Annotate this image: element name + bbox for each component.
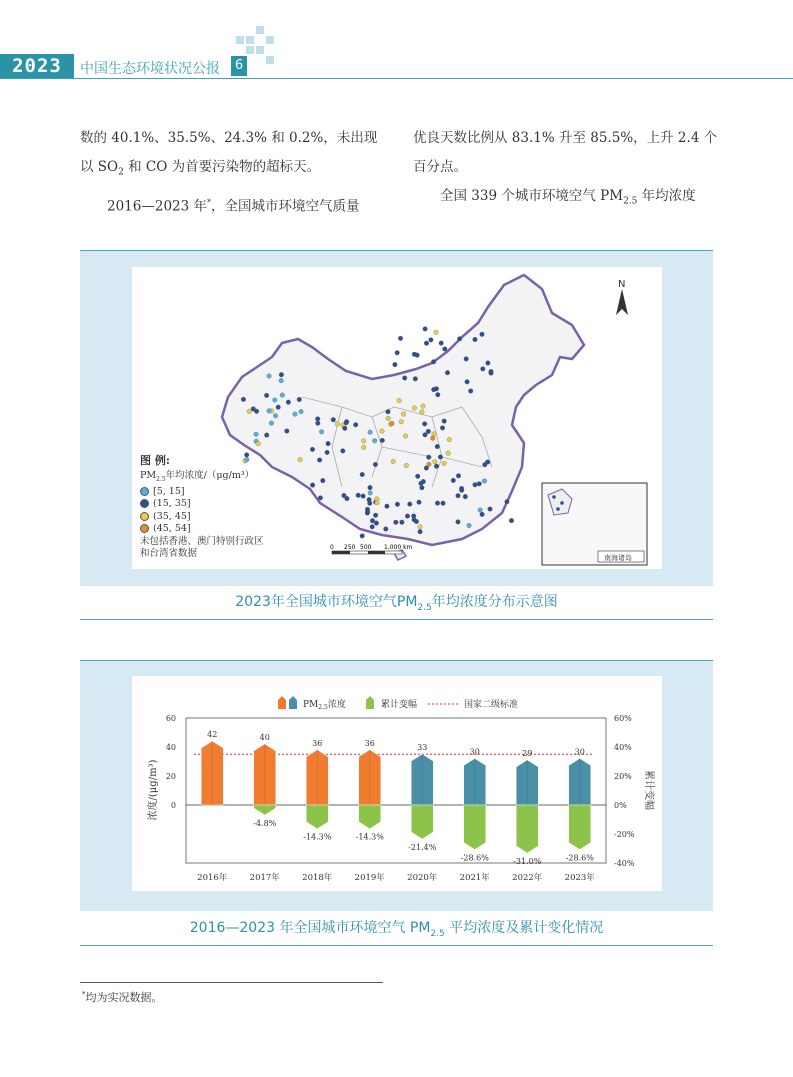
city-dot — [356, 493, 361, 498]
svg-text:0: 0 — [330, 544, 334, 551]
city-dot — [456, 474, 461, 479]
city-dot — [445, 370, 450, 375]
city-dot — [473, 337, 478, 342]
city-dot — [436, 392, 441, 397]
city-dot — [386, 416, 391, 421]
legend-standard: 国家二级标准 — [464, 700, 519, 710]
change-bar — [569, 805, 591, 849]
city-dot — [509, 518, 514, 523]
change-value-label: -14.3% — [303, 832, 332, 842]
city-dot — [408, 502, 413, 507]
city-dot — [241, 397, 246, 402]
city-dot — [441, 501, 446, 506]
city-dot — [456, 493, 461, 498]
city-dot — [267, 374, 272, 379]
pm25-value-label: 40 — [259, 733, 270, 742]
city-dot — [432, 432, 437, 437]
city-dot — [361, 494, 366, 499]
city-dot — [401, 412, 406, 417]
city-dot — [463, 494, 468, 499]
city-dot — [413, 377, 418, 382]
city-dot — [370, 518, 375, 523]
city-dot — [368, 430, 373, 435]
city-dot — [438, 455, 443, 460]
city-dot — [423, 433, 428, 438]
city-dot — [315, 417, 320, 422]
city-dot — [321, 478, 326, 483]
x-tick-label: 2018年 — [302, 873, 333, 883]
city-dot — [326, 441, 331, 446]
x-tick-label: 2022年 — [512, 873, 543, 883]
city-dot — [254, 432, 259, 437]
pm25-value-label: 30 — [574, 747, 585, 757]
city-dot — [418, 529, 423, 534]
chart-bars — [201, 730, 594, 866]
change-bar — [254, 805, 276, 815]
map-caption: 2023年全国城市环境空气$PM_{2.5}$年均浓度分布示意图 — [80, 586, 713, 620]
pm25-value-label: 36 — [364, 738, 375, 748]
city-dot — [442, 419, 447, 424]
city-dot — [404, 463, 409, 468]
city-dot — [402, 376, 407, 381]
city-dot — [395, 351, 400, 356]
city-dot — [310, 483, 315, 488]
city-dot — [422, 422, 427, 427]
city-dot — [431, 387, 436, 392]
legend-note-1: 未包括香港、澳门特别行政区 — [140, 535, 264, 547]
page-header — [0, 54, 793, 79]
city-dot — [251, 407, 256, 412]
change-bar — [359, 805, 381, 829]
city-dot — [489, 371, 494, 376]
legend-title: 图 例: — [140, 454, 170, 467]
city-dot — [434, 330, 439, 335]
plot-frame — [186, 718, 606, 863]
y-tick-label: 0 — [170, 801, 176, 810]
y-axis-label: 浓度/(μg/m³) — [148, 759, 159, 821]
city-dot — [486, 361, 491, 366]
city-dot — [412, 352, 417, 357]
y2-tick-label: -20% — [614, 830, 635, 839]
right-line-2: 百分点。 — [413, 159, 467, 175]
city-dot — [373, 462, 378, 467]
city-dot — [482, 479, 487, 484]
change-bar — [516, 805, 538, 853]
map-legend — [140, 455, 264, 561]
city-dot — [459, 488, 464, 493]
y2-tick-label: 40% — [614, 743, 632, 752]
city-dot — [442, 461, 447, 466]
city-dot — [424, 466, 429, 471]
legend-item: (15, 35] — [140, 498, 264, 511]
chart-axes — [166, 714, 635, 883]
city-dot — [488, 507, 493, 512]
city-dot — [464, 357, 469, 362]
city-dot — [267, 409, 272, 414]
city-dot — [446, 451, 451, 456]
city-dot — [415, 474, 420, 479]
left-line-1: 数的 40.1%、35.5%、24.3% 和 0.2%，未出现 — [80, 130, 378, 146]
city-dot — [273, 398, 278, 403]
change-bar — [306, 805, 328, 829]
city-dot — [477, 482, 482, 487]
city-dot — [341, 449, 346, 454]
city-dot — [443, 347, 448, 352]
change-value-label: -31.0% — [513, 856, 542, 866]
north-label: N — [618, 279, 626, 290]
city-dot — [412, 517, 417, 522]
city-dot — [319, 430, 324, 435]
city-dot — [360, 534, 365, 539]
city-dot — [247, 409, 252, 414]
city-dot — [370, 525, 375, 530]
city-dot — [465, 380, 470, 385]
city-dot — [264, 393, 269, 398]
chart-caption: 2016—2023 年全国城市环境空气 $PM_{2.5}$ 平均浓度及累计变化情况 — [80, 911, 713, 946]
city-dot — [353, 423, 358, 428]
city-dot — [403, 434, 408, 439]
x-tick-label: 2017年 — [249, 873, 280, 883]
city-dot — [343, 426, 348, 431]
city-dot — [398, 336, 403, 341]
y2-tick-label: 0% — [614, 801, 627, 810]
city-dot — [285, 429, 290, 434]
svg-text:500: 500 — [360, 544, 372, 551]
city-dot — [390, 421, 395, 426]
city-dot — [397, 398, 402, 403]
city-dot — [286, 400, 291, 405]
right-column-text — [413, 124, 717, 217]
inset-label: 南海诸岛 — [604, 554, 632, 562]
y2-tick-label: 60% — [614, 714, 632, 723]
city-dot — [318, 496, 323, 501]
city-dot — [400, 520, 405, 525]
city-dot — [418, 525, 423, 530]
legend-item: [5, 15] — [140, 486, 264, 499]
city-dot — [279, 372, 284, 377]
y-tick-label: 60 — [165, 714, 176, 723]
header-year: 2023 — [0, 54, 74, 78]
header-rule — [0, 78, 793, 79]
city-dot — [368, 501, 373, 506]
city-dot — [399, 419, 404, 424]
city-dot — [456, 520, 461, 525]
legend-change: 累计变幅 — [381, 700, 418, 710]
city-dot — [393, 362, 398, 367]
city-dot — [424, 341, 429, 346]
city-dot — [386, 409, 391, 414]
city-dot — [480, 512, 485, 517]
right-line-3: 全国 339 个城市环境空气 $PM_{2.5}$ 年均浓度 — [440, 188, 696, 207]
city-dot — [473, 483, 478, 488]
city-dot — [412, 406, 417, 411]
city-dot — [405, 514, 410, 519]
legend-note-2: 和台湾省数据 — [140, 548, 198, 560]
city-dot — [335, 422, 340, 427]
city-dot — [431, 360, 436, 365]
city-dot — [485, 460, 490, 465]
x-tick-label: 2016年 — [197, 873, 228, 883]
north-arrow-icon — [616, 279, 628, 315]
city-dot — [325, 450, 330, 455]
city-dot — [299, 409, 304, 414]
city-dot — [361, 439, 366, 444]
city-dot — [439, 341, 444, 346]
x-tick-label: 2019年 — [354, 873, 385, 883]
city-dot — [361, 445, 366, 450]
city-dot — [375, 500, 380, 505]
left-column-text — [80, 124, 377, 221]
city-dot — [480, 332, 485, 337]
y-tick-label: 40 — [165, 743, 176, 752]
legend-item: (35, 45] — [140, 511, 264, 524]
change-bar — [411, 805, 433, 839]
left-line-3: 2016—2023 年*，全国城市环境空气质量 — [107, 197, 360, 215]
city-dot — [276, 405, 281, 410]
city-dot — [420, 485, 425, 490]
footnote: *均为实况数据。 — [82, 990, 163, 1004]
legend-item: (45, 54] — [140, 523, 264, 536]
city-dot — [426, 455, 431, 460]
y2-tick-label: 20% — [614, 772, 632, 781]
pm25-value-label: 36 — [312, 738, 323, 748]
city-dot — [395, 502, 400, 507]
change-value-label: -28.6% — [565, 853, 594, 863]
city-dot — [273, 413, 278, 418]
city-dot — [451, 478, 456, 483]
city-dot — [481, 367, 486, 372]
y2-tick-label: -40% — [614, 859, 635, 868]
footnote-rule — [80, 982, 383, 983]
change-value-label: -14.3% — [355, 832, 384, 842]
change-value-label: -4.8% — [253, 818, 277, 828]
city-dot — [467, 523, 472, 528]
city-dot — [420, 410, 425, 415]
pm25-value-label: 29 — [522, 748, 533, 758]
city-dot — [468, 389, 473, 394]
city-dot — [421, 404, 426, 409]
city-dot — [457, 337, 462, 342]
pm25-distribution-map — [132, 267, 662, 569]
y2-axis-label: 累计变幅 — [643, 770, 654, 810]
city-dot — [435, 444, 440, 449]
city-dot — [256, 441, 261, 446]
legend-pm25: $PM_{2.5}$浓度 — [303, 700, 346, 711]
header-title: 中国生态环境状况公报 — [80, 61, 220, 77]
city-dot — [368, 485, 373, 490]
svg-text:1,000 km: 1,000 km — [384, 544, 413, 551]
pm25-value-label: 33 — [417, 743, 428, 753]
city-dot — [310, 447, 315, 452]
city-dot — [435, 501, 440, 506]
city-dot — [385, 504, 390, 509]
city-dot — [297, 397, 302, 402]
change-bar — [464, 805, 486, 849]
right-line-1: 优良天数比例从 83.1% 升至 85.5%，上升 2.4 个 — [413, 130, 718, 146]
city-dot — [440, 426, 445, 431]
page-number: 6 — [231, 56, 247, 76]
city-dot — [384, 527, 389, 532]
x-tick-label: 2020年 — [407, 873, 438, 883]
city-dot — [417, 500, 422, 505]
city-dot — [331, 417, 336, 422]
city-dot — [478, 508, 483, 513]
city-dot — [360, 472, 365, 477]
left-line-2: 以 $SO_2$ 和 CO 为首要污染物的超标天。 — [80, 159, 321, 178]
city-dot — [317, 458, 322, 463]
city-dot — [298, 457, 303, 462]
city-dot — [391, 459, 396, 464]
city-dot — [380, 438, 385, 443]
pm25-value-label: 30 — [469, 747, 480, 757]
city-dot — [316, 421, 321, 426]
city-dot — [372, 439, 377, 444]
city-dot — [434, 464, 439, 469]
city-dot — [373, 513, 378, 518]
city-dot — [421, 479, 426, 484]
change-value-label: -21.4% — [408, 843, 437, 853]
change-value-label: -28.6% — [460, 853, 489, 863]
chart-graphic — [132, 676, 662, 891]
x-tick-label: 2021年 — [459, 873, 490, 883]
city-dot — [344, 421, 349, 426]
city-dot — [264, 433, 269, 438]
y-tick-label: 20 — [165, 772, 176, 781]
city-dot — [429, 338, 434, 343]
pm25-value-label: 42 — [207, 730, 218, 740]
city-dot — [293, 412, 298, 417]
city-dot — [394, 520, 399, 525]
city-dot — [505, 499, 510, 504]
city-dot — [430, 436, 435, 441]
city-dot — [345, 496, 350, 501]
x-tick-label: 2023年 — [564, 873, 595, 883]
city-dot — [269, 421, 274, 426]
city-dot — [433, 459, 438, 464]
city-dot — [447, 437, 452, 442]
city-dot — [365, 509, 370, 514]
svg-text:250: 250 — [344, 544, 356, 551]
chart-legend — [278, 696, 518, 711]
city-dot — [423, 327, 428, 332]
pm25-trend-chart — [132, 676, 662, 891]
china-outline — [222, 275, 584, 545]
city-dot — [426, 429, 431, 434]
scale-bar — [330, 544, 413, 554]
legend-unit: $PM_{2.5}$年均浓度/（μg/m³） — [140, 469, 255, 483]
city-dot — [279, 378, 284, 383]
city-dot — [280, 393, 285, 398]
city-dot — [368, 491, 373, 496]
city-dot — [380, 429, 385, 434]
